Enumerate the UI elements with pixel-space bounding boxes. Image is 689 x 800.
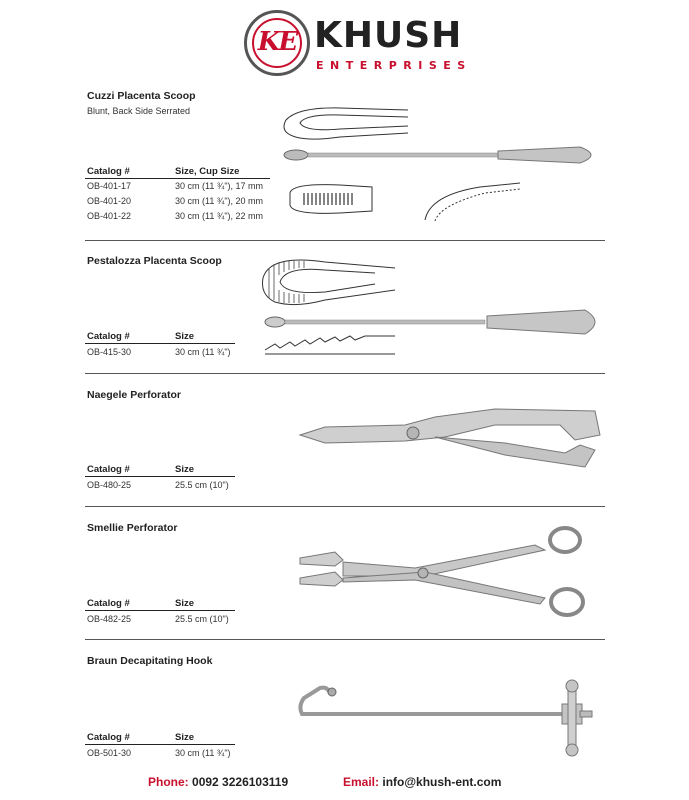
col-size: Size — [175, 732, 195, 743]
col-catalog: Catalog # — [87, 166, 130, 177]
product-title: Cuzzi Placenta Scoop — [87, 90, 196, 102]
logo-emblem — [244, 10, 310, 76]
email-address[interactable]: info@khush-ent.com — [382, 775, 502, 789]
size-value: 30 cm (11 ¾"), 17 mm — [175, 181, 264, 191]
product-title: Smellie Perforator — [87, 522, 178, 534]
product-subtitle: Blunt, Back Side Serrated — [87, 106, 191, 116]
naegele-perforator-illustration — [295, 395, 610, 495]
size-value: 30 cm (11 ¾") — [175, 347, 231, 357]
smellie-perforator-illustration — [295, 520, 610, 625]
catalog-number: OB-401-20 — [87, 196, 132, 206]
catalog-number: OB-401-22 — [87, 211, 132, 221]
size-value: 30 cm (11 ¾"), 22 mm — [175, 211, 264, 221]
size-value: 25.5 cm (10") — [175, 614, 229, 624]
size-value: 30 cm (11 ¾"), 20 mm — [175, 196, 264, 206]
catalog-number: OB-480-25 — [87, 480, 132, 490]
col-size: Size — [175, 598, 195, 609]
brand-tagline: ENTERPRISES — [316, 59, 472, 72]
cuzzi-scoop-illustration — [280, 95, 610, 235]
product-title: Pestalozza Placenta Scoop — [87, 255, 222, 267]
size-value: 30 cm (11 ¾") — [175, 748, 231, 758]
footer-phone — [148, 775, 288, 789]
catalog-number: OB-501-30 — [87, 748, 132, 758]
braun-hook-illustration — [292, 678, 612, 763]
col-size: Size — [175, 331, 195, 342]
brand-logo — [244, 10, 472, 82]
catalog-number: OB-415-30 — [87, 347, 132, 357]
phone-label: Phone: — [148, 775, 189, 789]
col-size: Size — [175, 464, 195, 475]
size-value: 25.5 cm (10") — [175, 480, 229, 490]
product-title: Naegele Perforator — [87, 389, 181, 401]
col-catalog: Catalog # — [87, 464, 130, 475]
catalog-number: OB-482-25 — [87, 614, 132, 624]
product-title: Braun Decapitating Hook — [87, 655, 213, 667]
brand-name: KHUSH — [314, 15, 463, 56]
col-catalog: Catalog # — [87, 598, 130, 609]
phone-number[interactable]: 0092 3226103119 — [192, 775, 289, 789]
logo-initials: KE — [257, 27, 297, 57]
catalog-number: OB-401-17 — [87, 181, 132, 191]
col-size: Size, Cup Size — [175, 166, 240, 177]
footer-email — [343, 775, 501, 789]
pestalozza-scoop-illustration — [255, 250, 610, 365]
col-catalog: Catalog # — [87, 732, 130, 743]
col-catalog: Catalog # — [87, 331, 130, 342]
email-label: Email: — [343, 775, 380, 789]
